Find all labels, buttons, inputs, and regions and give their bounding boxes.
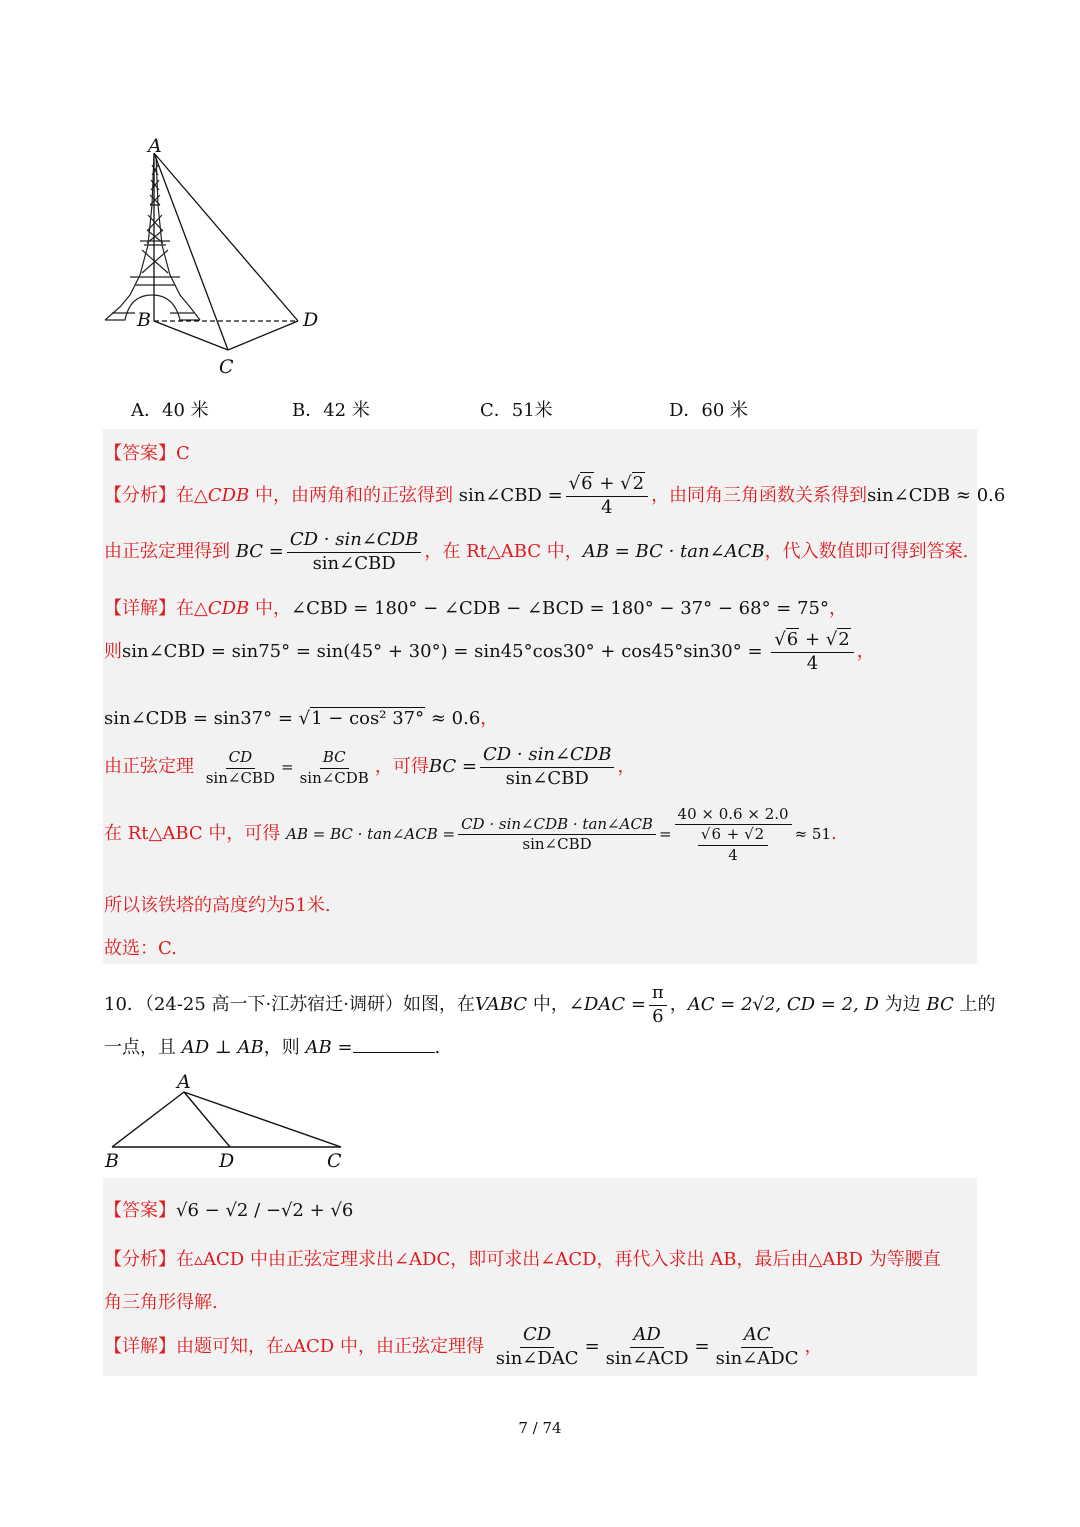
q9-detail-4a: 由正弦定理 — [104, 756, 194, 778]
q9-frac-ab — [458, 816, 656, 854]
q9-detail-1a: 在△ — [176, 598, 208, 619]
figure-eiffel-tower — [100, 135, 340, 385]
q9-num-2: 2 — [632, 473, 645, 494]
q10-2c: ，则 — [263, 1037, 306, 1058]
q9-frac-ab-den: sin∠CBD — [522, 835, 592, 854]
q9-detail-3d: ， — [480, 708, 499, 729]
q9-analysis-1c: 中，由两角和的正弦得到 — [249, 485, 454, 507]
q10-1g: 为边 — [878, 994, 927, 1016]
q9-analysis-1e: sin∠CDB ≈ 0.6 — [867, 485, 1006, 507]
q10-frac-ad-num: AD — [630, 1325, 663, 1348]
q9-d2-num-plus: + — [799, 629, 826, 650]
q10-1i: 上的 — [953, 994, 996, 1016]
fig2-label-d: D — [219, 1150, 235, 1172]
q10-2b: AD ⊥ AB — [181, 1037, 264, 1058]
fig1-label-a: A — [148, 135, 162, 157]
q9-frac-values — [675, 806, 792, 864]
q10-1a: 10．（24-25 高一下·江苏宿迁·调研）如图，在 — [104, 994, 475, 1016]
q9-frac-cd — [203, 749, 278, 787]
q9-detail-1b: CDB — [207, 598, 250, 619]
q9-analysis-1d: ，由同角三角函数关系得到 — [651, 485, 868, 507]
q10-frac-cd — [493, 1325, 582, 1369]
fig1-label-d: D — [303, 309, 319, 331]
q10-eq-1: = — [584, 1336, 600, 1358]
q10-frac-ac-num: AC — [741, 1325, 774, 1348]
q9-detail-4b: ，可得 — [374, 756, 429, 778]
q10-six: 6 — [652, 1005, 664, 1027]
q10-detail-tag: 【详解】 — [104, 1336, 176, 1358]
q9-d5-num-plus: + — [722, 825, 745, 844]
q9-frac-cdsin — [287, 530, 421, 574]
q9-analysis-formula1 — [458, 473, 651, 518]
q9-detail-frac-sqrt: $\frac{√6 + √2}{4}$ — [771, 630, 853, 674]
q9-analysis-2c: AB = BC · tan∠ACB — [582, 541, 765, 563]
q10-answer-value: √6 − √2 / −√2 + √6 — [176, 1200, 354, 1221]
q9-detail-5b: AB = BC · tan∠ACB = — [286, 824, 456, 843]
fig2-label-c: C — [327, 1150, 342, 1172]
q9-detail-5e: . — [831, 822, 837, 844]
q9-analysis-1b: CDB — [207, 485, 250, 507]
q9-answer-tag: 【答案】 — [104, 443, 176, 464]
q9-d5-num-2: 2 — [754, 825, 765, 844]
q10-line2 — [104, 1033, 440, 1059]
q9-analysis-2d: ，代入数值即可得到答案. — [764, 541, 969, 563]
q10-detail-comma: ， — [804, 1336, 823, 1358]
q9-detail-4c: BC = — [428, 756, 477, 778]
q10-1d: ∠DAC = — [568, 994, 646, 1016]
q10-frac-cd-den: sin∠DAC — [495, 1347, 579, 1369]
q9-frac-bc2-den: sin∠CBD — [505, 767, 589, 789]
q9-detail-2b: sin∠CBD = sin75° = sin(45° + 30°) = sin45°cos30° + cos45°sin30° = — [122, 641, 763, 663]
q10-1f: AC = 2√2, CD = 2, D — [687, 994, 879, 1016]
q9-detail-line1 — [104, 594, 847, 620]
q10-analysis-tag: 【分析】 — [104, 1249, 176, 1270]
q9-analysis-1a: 在△ — [176, 485, 208, 507]
q9-detail-line3: sin∠CDB = sin37° = √1 − cos² 37° ≈ 0.6， — [104, 708, 499, 729]
q9-analysis-line2 — [104, 530, 968, 574]
q9-analysis-line1 — [104, 474, 1005, 518]
q9-conclusion: 所以该铁塔的高度约为51米. — [104, 895, 331, 916]
q10-detail — [104, 1325, 823, 1369]
q10-frac-ac — [713, 1325, 802, 1369]
q9-frac-cdsin-den: sin∠CBD — [312, 552, 396, 574]
q9-frac-ab-num: CD · sin∠CDB · tan∠ACB — [458, 816, 656, 835]
q10-answer — [104, 1196, 353, 1222]
q9-d5-num-6: 6 — [711, 825, 721, 844]
q9-frac-cdsin-num: CD · sin∠CDB — [287, 530, 421, 553]
fig1-label-b: B — [137, 309, 151, 331]
figure-triangle-abc — [105, 1085, 350, 1155]
q10-detail-text: 由题可知，在▵ACD 中，由正弦定理得 — [176, 1336, 484, 1358]
q9-num-plus: + — [593, 473, 621, 494]
q9-detail-1d: ∠CBD = 180° − ∠CDB − ∠BCD = 180° − 37° − 68° = 75° — [291, 598, 829, 619]
q10-1c: 中， — [527, 994, 569, 1016]
q10-pi: π — [649, 983, 667, 1006]
q9-detail-2a: 则 — [104, 641, 122, 663]
q9-d5-den-4: 4 — [728, 845, 738, 864]
q9-detail-5c: = — [658, 824, 672, 843]
fig2-label-a: A — [177, 1071, 191, 1093]
q9-detail-line5 — [104, 806, 837, 864]
q9-detail-4d: ， — [617, 756, 636, 778]
q9-detail-3b: 1 − cos² 37° — [311, 708, 425, 729]
q9-frac-bc2 — [480, 745, 614, 789]
q10-eq-2: = — [694, 1336, 710, 1358]
q10-frac-ac-den: sin∠ADC — [715, 1347, 799, 1369]
q10-analysis-2: 角三角形得解. — [104, 1292, 218, 1313]
q9-detail-1e: ， — [829, 598, 847, 619]
q10-answer-tag: 【答案】 — [104, 1200, 176, 1221]
q10-analysis-1 — [104, 1245, 941, 1271]
fig2-label-b: B — [105, 1150, 119, 1172]
option-a: A．40 米 — [131, 400, 209, 421]
q9-frac-bc-num: BC — [320, 749, 349, 768]
q10-frac-ad-den: sin∠ACD — [605, 1347, 689, 1369]
fig1-label-c: C — [219, 356, 234, 378]
q9-detail-line2 — [104, 630, 875, 674]
q9-bc-formula — [235, 529, 425, 574]
q9-detail-line4 — [104, 745, 635, 789]
q9-sine-law — [200, 748, 375, 787]
q9-sincbd-lhs: sin∠CBD = — [458, 485, 563, 507]
q9-bc-eq: BC = — [235, 541, 284, 563]
q9-frac-cd-num: CD — [226, 749, 256, 768]
q9-frac-values-den: $\frac{√6 + √2}{4}$ — [698, 826, 768, 864]
q9-frac-bc — [297, 749, 372, 787]
q9-detail-3a: sin∠CDB = sin37° = — [104, 708, 293, 729]
q10-frac-ad — [603, 1325, 692, 1369]
q9-frac-sqrt6-sqrt2-over-4: $\frac{√6 + √2}{4}$ — [566, 474, 648, 518]
q9-den-4: 4 — [601, 496, 613, 518]
q9-detail-1c: 中， — [249, 598, 292, 619]
q10-analysis-text-1: 在▵ACD 中由正弦定理求出∠ADC，即可求出∠ACD，再代入求出 AB，最后由△ABD 为等腰直 — [176, 1249, 941, 1270]
q9-answer-value: C — [176, 443, 190, 464]
q10-sine-law — [490, 1324, 805, 1369]
q9-detail-5d: ≈ 51 — [794, 824, 831, 843]
q9-detail-5a: 在 Rt△ABC 中，可得 — [104, 822, 281, 844]
q10-frac-cd-num: CD — [520, 1325, 554, 1348]
q10-1e: ， — [669, 994, 688, 1016]
q9-choose: 故选：C. — [104, 938, 177, 959]
q10-answer-blank[interactable] — [353, 1034, 435, 1053]
q9-analysis-tag: 【分析】 — [104, 485, 176, 507]
q9-frac-bc-den: sin∠CDB — [299, 768, 369, 787]
q9-d2-num-2: 2 — [838, 629, 850, 650]
q9-analysis-2a: 由正弦定理得到 — [104, 541, 230, 563]
q9-detail-3c: ≈ 0.6 — [430, 708, 481, 729]
q9-answer — [104, 439, 190, 465]
q10-2e: . — [434, 1037, 441, 1058]
option-d: D．60 米 — [669, 400, 749, 421]
q9-d2-num-6: 6 — [786, 629, 799, 650]
q10-1b: VABC — [474, 994, 528, 1016]
q9-detail-tag: 【详解】 — [104, 598, 176, 619]
q9-num-6: 6 — [581, 473, 593, 494]
q9-analysis-2b: ，在 Rt△ABC 中， — [424, 541, 583, 563]
option-b: B．42 米 — [292, 400, 370, 421]
q10-2a: 一点，且 — [104, 1037, 182, 1058]
q9-d2-den-4: 4 — [806, 652, 819, 674]
q10-1h: BC — [926, 994, 954, 1016]
q10-frac-pi6 — [649, 983, 667, 1027]
q10-line1 — [104, 983, 995, 1027]
q9-frac-bc2-num: CD · sin∠CDB — [480, 745, 614, 768]
q9-detail-2c: ， — [856, 641, 875, 663]
q9-frac-values-num: 40 × 0.6 × 2.0 — [675, 806, 792, 825]
option-c: C．51米 — [480, 400, 553, 421]
q10-2d: AB = — [305, 1037, 353, 1058]
page-number: 7 / 74 — [518, 1419, 562, 1437]
q9-frac-cd-den: sin∠CBD — [205, 768, 275, 787]
q9-sine-eq: = — [281, 758, 294, 777]
